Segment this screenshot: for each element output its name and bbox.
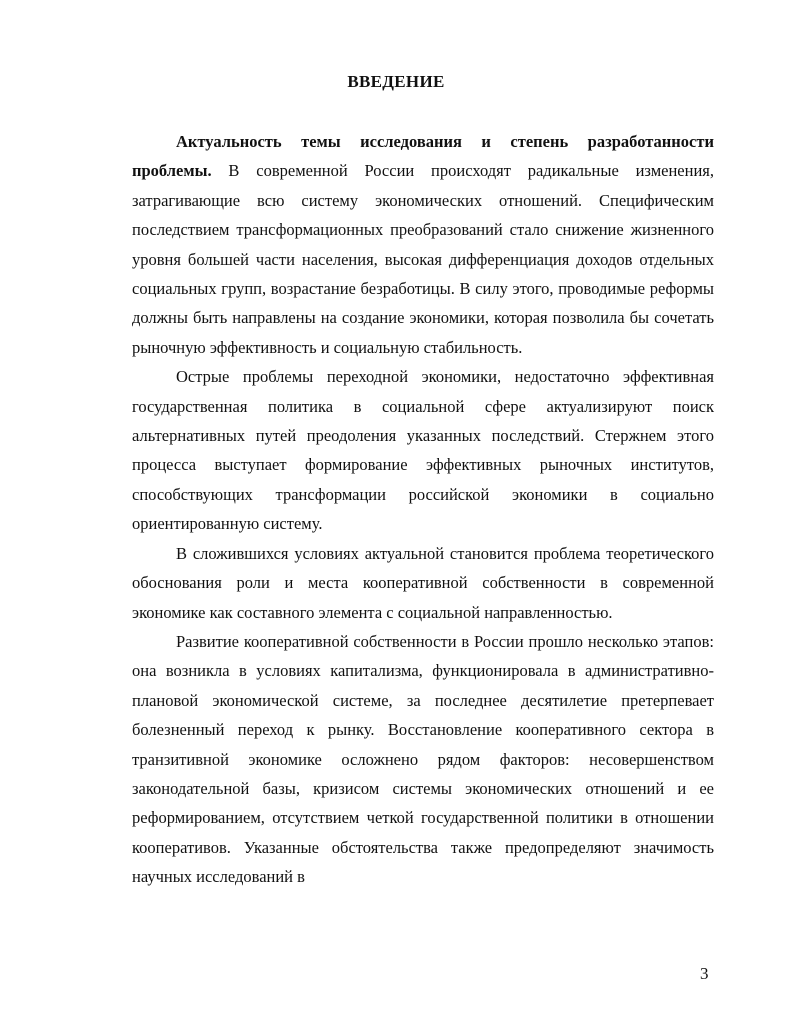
paragraph-relevance	[132, 127, 714, 362]
paragraph-lead: Актуальность темы исследования и степень разработанности проблемы.	[132, 132, 714, 181]
page-number: 3	[700, 964, 709, 983]
page-title: ВВЕДЕНИЕ	[347, 72, 445, 91]
paragraph-text: В современной России происходят радикальные изменения, затрагивающие всю систему экономических отношений. Специфическим последствием трансформационных преобразований стало снижение жизненного уровня большей части населения, высокая дифференциация доходов отдельных социальных групп, возрастание безработицы. В силу этого, проводимые реформы должны быть направлены на создание экономики, которая позволила бы сочетать рыночную эффективность и социальную стабильность.	[132, 161, 714, 357]
paragraph-problems: Острые проблемы переходной экономики, недостаточно эффективная государственная политика в социальной сфере актуализируют поиск альтернативных путей преодоления указанных последствий. Стержнем этого процесса выступает формирование эффективных рыночных институтов, способствующих трансформации российской экономики в социально ориентированную систему.	[132, 367, 714, 534]
paragraph-conditions: В сложившихся условиях актуальной становится проблема теоретического обоснования роли и места кооперативной собственности в современной экономике как составного элемента с социальной направленностью.	[132, 543, 714, 622]
body-text	[132, 127, 714, 892]
paragraph-development: Развитие кооперативной собственности в России прошло несколько этапов: она возникла в условиях капитализма, функционировала в административно-плановой экономической системе, за последнее десятилетие претерпевает болезненный переход к рынку. Восстановление кооперативного сектора в транзитивной экономике осложнено рядом факторов: несовершенством законодательной базы, кризисом системы экономических отношений и ее реформированием, отсутствием четкой государственной политики в отношении кооперативов. Указанные обстоятельства также предопределяют значимость научных исследований в	[132, 631, 714, 887]
